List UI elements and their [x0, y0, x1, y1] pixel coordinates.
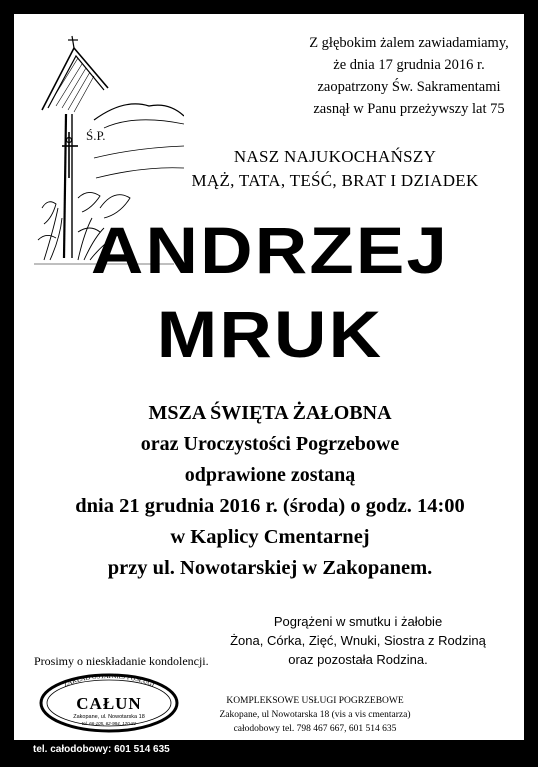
footer-phone: tel. całodobowy: 601 514 635 — [33, 744, 170, 755]
mass-address: przy ul. Nowotarskiej w Zakopanem. — [107, 557, 433, 579]
logo-phones: tel. 66-105, 62-984, 120-81 — [81, 721, 137, 726]
calun-logo — [38, 672, 180, 734]
svg-text:ZAKŁAD OSTATNIEJ POSŁUGI — [63, 673, 156, 689]
company-line: całodobowy tel. 798 467 667, 601 514 635 — [233, 724, 397, 734]
relation-line-2: MĄŻ, TATA, TEŚĆ, BRAT I DZIADEK — [191, 171, 479, 190]
relation-line-1: NASZ NAJUKOCHAŃSZY — [233, 147, 437, 166]
mass-location: w Kaplicy Cmentarnej — [170, 526, 370, 548]
mourners-line: Pogrążeni w smutku i żałobie — [273, 614, 443, 629]
condolence-request: Prosimy o nieskładanie kondolencji. — [34, 654, 209, 668]
logo-address: Zakopane, ul. Nowotarska 18 — [73, 714, 145, 720]
company-line: KOMPLEKSOWE USŁUGI POGRZEBOWE — [226, 696, 404, 706]
announcement-line: zasnął w Panu przeżywszy lat 75 — [313, 101, 505, 117]
deceased-last-name: MRUK — [156, 297, 384, 371]
logo-name: CAŁUN — [76, 694, 142, 713]
mass-line: odprawione zostaną — [184, 464, 356, 486]
mass-details — [20, 398, 520, 584]
mass-title: MSZA ŚWIĘTA ŻAŁOBNA — [148, 402, 392, 424]
mourners-line: Żona, Córka, Zięć, Wnuki, Siostra z Rodziną — [230, 633, 486, 648]
announcement-line: zaopatrzony Św. Sakramentami — [317, 79, 501, 95]
relation-heading — [160, 145, 510, 193]
mass-line: oraz Uroczystości Pogrzebowe — [140, 433, 400, 455]
company-line: Zakopane, ul Nowotarska 18 (vis a vis cmentarza) — [219, 710, 411, 720]
mourners — [228, 612, 488, 669]
funeral-company — [190, 694, 440, 736]
announcement-line: Z głębokim żalem zawiadamiamy, — [309, 35, 509, 51]
mass-date-time: dnia 21 grudnia 2016 r. (środa) o godz. 14:00 — [75, 495, 465, 517]
logo-top-text: ZAKŁAD OSTATNIEJ POSŁUGI — [62, 672, 156, 689]
announcement-line: że dnia 17 grudnia 2016 r. — [333, 57, 485, 73]
announcement — [296, 32, 522, 120]
deceased-first-name: ANDRZEJ — [90, 213, 450, 287]
mourners-line: oraz pozostała Rodzina. — [288, 652, 428, 667]
sp-label: Ś.P. — [86, 128, 106, 143]
